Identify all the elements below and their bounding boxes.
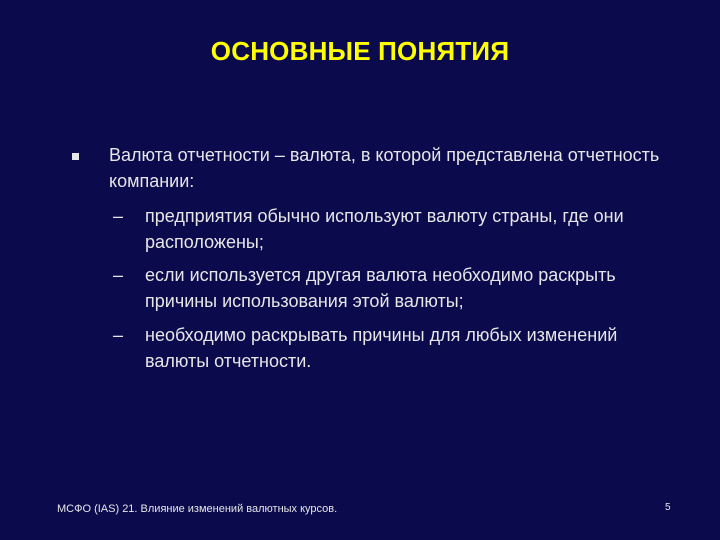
slide-title: ОСНОВНЫЕ ПОНЯТИЯ bbox=[210, 36, 510, 66]
page-number: 5 bbox=[665, 502, 671, 513]
dash-marker: – bbox=[113, 206, 124, 226]
dash-marker: – bbox=[113, 265, 124, 285]
footer-caption: МСФО (IAS) 21. Влияние изменений валютных курсов. bbox=[57, 503, 338, 515]
subitem-text: необходимо раскрывать причины для любых изменений валюты отчетности. bbox=[145, 325, 618, 371]
dash-marker: – bbox=[113, 325, 124, 345]
subitem-text: если используется другая валюта необходимо раскрыть причины использования этой валюты; bbox=[145, 265, 616, 311]
subitem-text: предприятия обычно используют валюту страны, где они расположены; bbox=[145, 206, 624, 252]
bullet-square-icon bbox=[72, 153, 79, 160]
bullet-text: Валюта отчетности – валюта, в которой представлена отчетность компании: bbox=[109, 145, 660, 191]
